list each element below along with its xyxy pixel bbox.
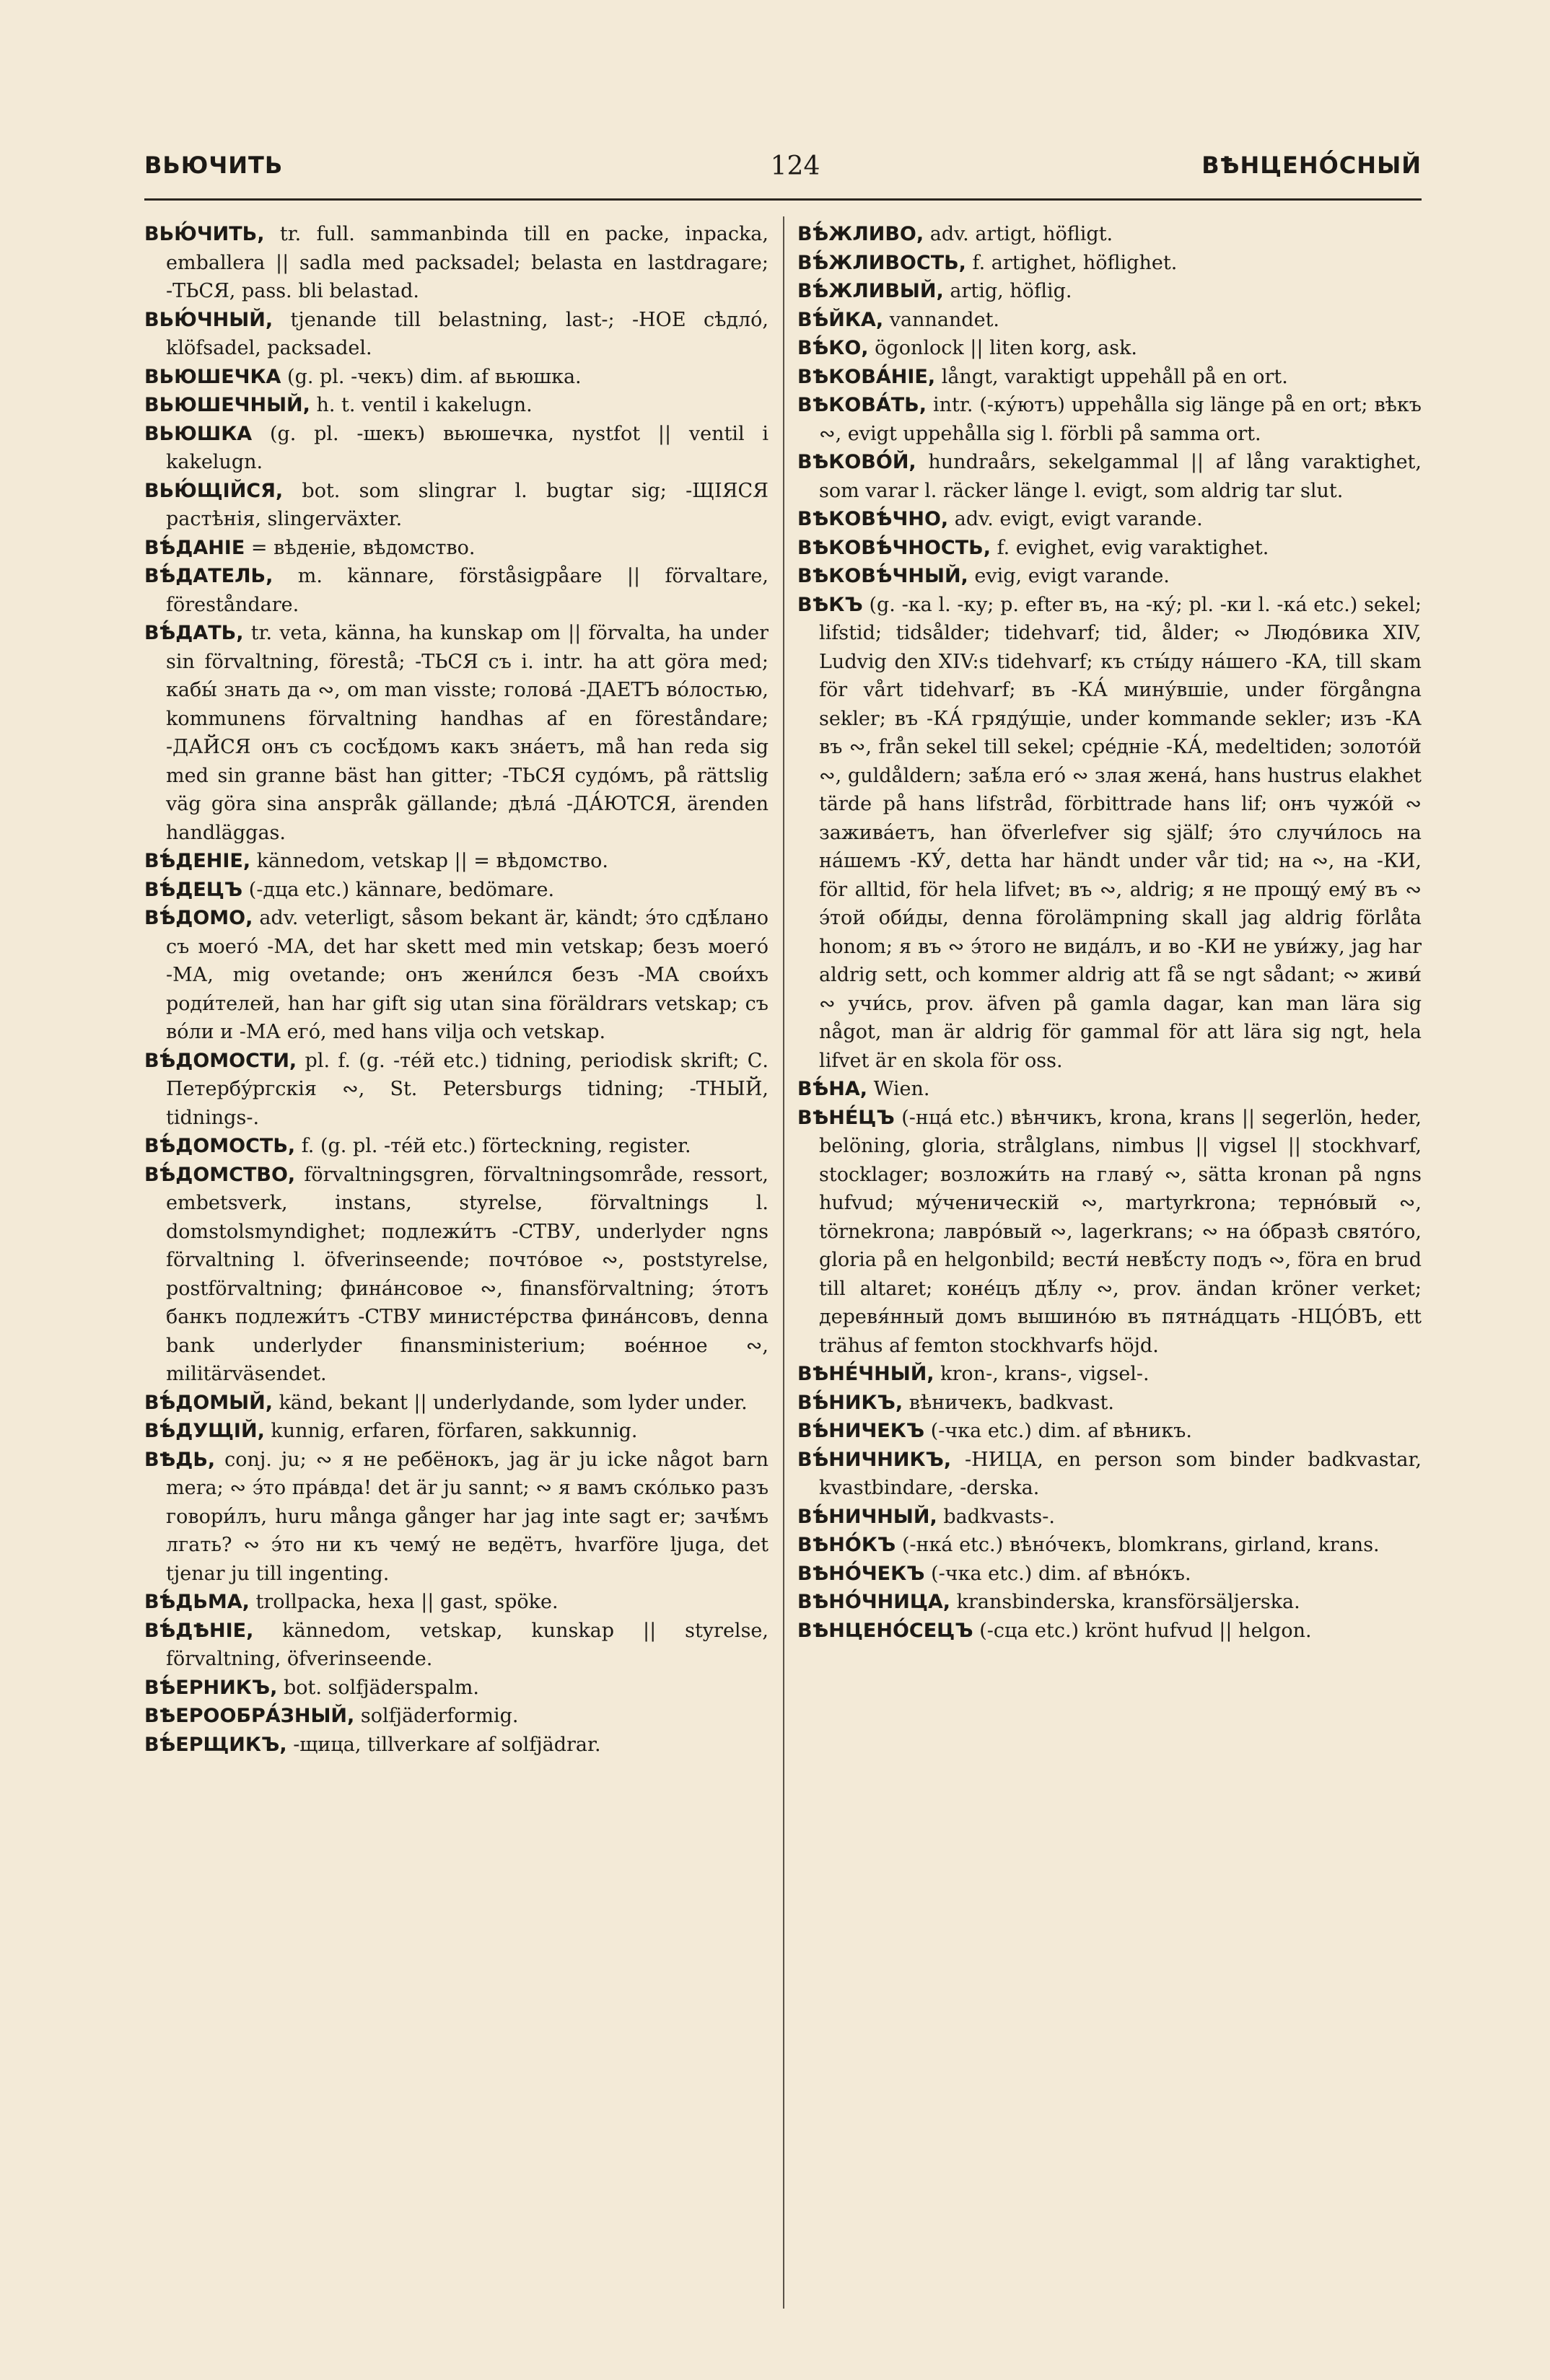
- dictionary-entry: [797, 306, 1422, 335]
- definition: tr. full. sammanbinda till en packe, inpacka, emballera || sadla med packsadel; belasta en lastdragare; -ТЬСЯ, pass. bli belastad.: [166, 223, 769, 302]
- dictionary-entry: [797, 1075, 1422, 1104]
- dictionary-entry: [144, 904, 769, 1047]
- dictionary-entry: [797, 363, 1422, 392]
- dictionary-entry: [797, 1531, 1422, 1560]
- dictionary-entry: [144, 391, 769, 420]
- headword: ВѢ́ЙКА,: [797, 308, 884, 331]
- definition: solfjäderformig.: [360, 1705, 519, 1727]
- dictionary-entry: [144, 847, 769, 876]
- headword: ВѢ́НИЧНИКЪ,: [797, 1448, 952, 1471]
- dictionary-entry: [797, 334, 1422, 363]
- headword: ВѢ́НИЧЕКЪ: [797, 1420, 925, 1442]
- definition: (-чка etc.) dim. af вѣно́къ.: [931, 1562, 1191, 1585]
- dictionary-entry: [144, 1389, 769, 1418]
- definition: conj. ju; ∾ я не ребёнокъ, jag är ju icke något barn mera; ∾ э́то пра́вда! det är ju sannt; ∾ я вамъ ско́лько разъ говори́лъ, huru många gånger har jag inte sagt er; зачѣ́мъ лгать? ∾ э́то ни къ чему́ не ведётъ, hvarföre ljuga, det tjenar ju till ingenting.: [166, 1448, 769, 1585]
- definition: (-сца etc.) krönt hufvud || helgon.: [979, 1619, 1312, 1642]
- headword: ВѢ́ДАТЬ,: [144, 622, 244, 644]
- definition: kransbinderska, kransförsäljerska.: [956, 1591, 1300, 1613]
- headword: ВѢ́ДАНІЕ: [144, 536, 245, 559]
- headword: ВѢ́ДОМОСТИ,: [144, 1049, 297, 1072]
- headword: ВѢ́ДОМО,: [144, 907, 253, 929]
- definition: intr. (-ку́ютъ) uppehålla sig länge på en ort; вѣкъ ∾, evigt uppehålla sig l. förbli på samma ort.: [819, 394, 1422, 445]
- dictionary-entry: [144, 220, 769, 306]
- dictionary-entry: [797, 591, 1422, 1076]
- headword: ВѢ́ЖЛИВОСТЬ,: [797, 251, 966, 274]
- dictionary-entry: [797, 1417, 1422, 1446]
- definition: tr. veta, känna, ha kunskap om || förvalta, ha under sin förvaltning, förestå; -ТЬСЯ съ i. intr. ha att göra med; кабы́ знать да ∾, om man visste; голова́ -ДАЕТЪ во́лостью, kommunens förvaltning handhas af en föreståndare; -ДАЙСЯ онъ съ сосѣ́домъ какъ зна́етъ, må han reda sig med sin granne bäst han gitter; -ТЬСЯ судо́мъ, på rättslig väg göra sina anspråk gällande; дѣла́ -ДА́ЮТСЯ, ärenden handläggas.: [166, 622, 769, 844]
- running-head-right: ВѢНЦЕНО́СНЫЙ: [1201, 152, 1422, 179]
- definition: adv. evigt, evigt varande.: [954, 508, 1203, 530]
- dictionary-entry: [797, 1360, 1422, 1389]
- definition: -щица, tillverkare af solfjädrar.: [293, 1733, 601, 1756]
- definition: evig, evigt varande.: [974, 565, 1170, 587]
- definition: adv. veterligt, såsom bekant är, kändt; э́то сдѣ́лано съ моего́ -МА, det har skett med min vetskap; безъ моего́ -МА, mig ovetande; онъ жени́лся безъ -МА свои́хъ роди́телей, han har gift sig utan sina föräldrars vetskap; съ во́ли и -МА его́, med hans vilja och vetskap.: [166, 907, 769, 1043]
- definition: bot. solfjäderspalm.: [283, 1676, 479, 1699]
- headword: ВѢЕРООБРА́ЗНЫЙ,: [144, 1705, 355, 1727]
- headword: ВѢ́ДѢНІЕ,: [144, 1619, 254, 1642]
- dictionary-entry: [144, 363, 769, 392]
- definition: (-нца́ etc.) вѣнчикъ, krona, krans || segerlön, heder, belöning, gloria, strålglans, nimbus || vigsel || stockhvarf, stocklager; возложи́ть на главу́ ∾, sätta kronan på ngns hufvud; му́ченическій ∾, martyrkrona; терно́вый ∾, törnekrona; лавро́вый ∾, lagerkrans; ∾ на о́бразѣ свято́го, gloria på en helgonbild; вести́ невѣ́сту подъ ∾, föra en brud till altaret; коне́цъ дѣ́лу ∾, prov. ändan kröner verket; деревя́нный домъ вышино́ю въ пятна́дцать -НЦО́ВЪ, ett trähus af femton stockhvarfs höjd.: [819, 1106, 1422, 1357]
- dictionary-entry: [797, 1389, 1422, 1418]
- definition: kännedom, vetskap, kunskap || styrelse, förvaltning, öfverinseende.: [166, 1619, 769, 1670]
- dictionary-entry: [797, 391, 1422, 448]
- headword: ВЬЮ́ЧНЫЙ,: [144, 308, 273, 331]
- dictionary-entry: [144, 619, 769, 847]
- headword: ВѢКОВА́НІЕ,: [797, 365, 936, 388]
- headword: ВѢКОВѢ́ЧНЫЙ,: [797, 565, 968, 587]
- headword: ВЬЮ́ЩІЙСЯ,: [144, 479, 284, 502]
- definition: f. evighet, evig varaktighet.: [997, 536, 1269, 559]
- headword: ВѢ́ДОМЫЙ,: [144, 1391, 273, 1414]
- definition: kunnig, erfaren, förfaren, sakkunnig.: [271, 1420, 638, 1442]
- dictionary-entry: [144, 1132, 769, 1161]
- definition: вѣничекъ, badkvast.: [908, 1391, 1114, 1414]
- definition: (-чка etc.) dim. af вѣникъ.: [930, 1420, 1192, 1442]
- headword: ВѢ́КО,: [797, 337, 869, 359]
- definition: (-дца etc.) kännare, bedömare.: [248, 878, 555, 901]
- headword: ВѢКОВѢ́ЧНОСТЬ,: [797, 536, 991, 559]
- dictionary-entry: [797, 534, 1422, 563]
- dictionary-entry: [144, 1161, 769, 1389]
- headword: ВѢ́ДАТЕЛЬ,: [144, 565, 273, 587]
- dictionary-entry: [144, 1731, 769, 1760]
- headword: ВѢКОВО́Й,: [797, 451, 916, 473]
- headword: ВѢКЪ: [797, 593, 863, 616]
- dictionary-entry: [797, 277, 1422, 306]
- definition: trollpacka, hexa || gast, spöke.: [255, 1591, 559, 1613]
- headword: ВѢ́ЕРНИКЪ,: [144, 1676, 278, 1699]
- definition: f. artighet, höflighet.: [972, 251, 1178, 274]
- headword: ВѢ́ДОМОСТЬ,: [144, 1135, 296, 1157]
- headword: ВѢНО́ЧНИЦА,: [797, 1591, 951, 1613]
- dictionary-entry: [797, 1446, 1422, 1503]
- headword: ВѢКОВА́ТЬ,: [797, 394, 927, 416]
- headword: ВѢКОВѢ́ЧНО,: [797, 508, 949, 530]
- headword: ВѢ́НИЧНЫЙ,: [797, 1505, 937, 1528]
- definition: pl. f. (g. -те́й etc.) tidning, periodisk skrift; С. Петербу́ргскія ∾, St. Petersburgs tidning; -ТНЫЙ, tidnings-.: [166, 1049, 769, 1129]
- headword: ВЬЮ́ЧИТЬ,: [144, 223, 265, 245]
- definition: = вѣденіе, вѣдомство.: [250, 536, 476, 559]
- dictionary-entry: [797, 562, 1422, 591]
- headword: ВѢ́НА,: [797, 1078, 868, 1100]
- dictionary-entry: [144, 306, 769, 363]
- dictionary-entry: [797, 220, 1422, 249]
- definition: h. t. ventil i kakelugn.: [316, 394, 533, 416]
- headword: ВѢ́НИКЪ,: [797, 1391, 903, 1414]
- definition: (g. pl. -чекъ) dim. af вьюшка.: [287, 365, 582, 388]
- definition: tjenande till belastning, last-; -НОЕ сѣдло́, klöfsadel, packsadel.: [166, 308, 769, 359]
- definition: kron-, krans-, vigsel-.: [940, 1363, 1150, 1385]
- dictionary-entry: [797, 249, 1422, 278]
- definition: adv. artigt, höfligt.: [929, 223, 1113, 245]
- definition: -НИЦА, en person som binder badkvastar, kvastbindare, -derska.: [819, 1448, 1422, 1499]
- page-number: 124: [770, 152, 820, 181]
- headword: ВЬЮШЕЧНЫЙ,: [144, 394, 310, 416]
- dictionary-entry: [797, 1104, 1422, 1361]
- headword: ВѢ́ДУЩІЙ,: [144, 1420, 265, 1442]
- running-head-left: ВЬЮЧИТЬ: [144, 152, 284, 179]
- definition: badkvasts-.: [943, 1505, 1055, 1528]
- headword: ВѢ́ЕРЩИКЪ,: [144, 1733, 287, 1756]
- dictionary-entry: [144, 1047, 769, 1133]
- headword: ВѢНЦЕНО́СЕЦЪ: [797, 1619, 973, 1642]
- dictionary-entry: [144, 1617, 769, 1674]
- dictionary-entry: [144, 1446, 769, 1589]
- definition: (-нка́ etc.) вѣно́чекъ, blomkrans, girland, krans.: [901, 1534, 1380, 1556]
- definition: förvaltningsgren, förvaltningsområde, ressort, embetsverk, instans, styrelse, förvaltnings l. domstolsmyndighet; подлежи́тъ -СТВУ, underlyder ngns förvaltning l. öfverinseende; почто́вое ∾, poststyrelse, postförvaltning; фина́нсовое ∾, finansförvaltning; э́тотъ банкъ подлежи́тъ -СТВУ министе́рства фина́нсовъ, denna bank underlyder finansministerium; вое́нное ∾, militärväsendet.: [166, 1163, 769, 1385]
- dictionary-entry: [144, 534, 769, 563]
- dictionary-entry: [144, 876, 769, 905]
- definition: känd, bekant || underlydande, som lyder under.: [279, 1391, 748, 1414]
- definition: m. kännare, förståsigpåare || förvaltare, föreståndare.: [166, 565, 769, 616]
- headword: ВѢНО́КЪ: [797, 1534, 896, 1556]
- dictionary-entry: [144, 1674, 769, 1703]
- definition: Wien.: [873, 1078, 930, 1100]
- dictionary-entry: [797, 1560, 1422, 1589]
- definition: kännedom, vetskap || = вѣдомство.: [256, 850, 608, 872]
- headword: ВѢ́ДОМСТВО,: [144, 1163, 296, 1186]
- definition: (g. pl. -шекъ) вьюшечка, nystfot || ventil i kakelugn.: [166, 422, 769, 473]
- headword: ВѢНЕ́ЦЪ: [797, 1106, 895, 1129]
- dictionary-entry: [144, 420, 769, 477]
- dictionary-entry: [797, 1588, 1422, 1617]
- headword: ВѢНЕ́ЧНЫЙ,: [797, 1363, 934, 1385]
- definition: hundraårs, sekelgammal || af lång varaktighet, som varar l. räcker länge l. evigt, som aldrig tar slut.: [819, 451, 1422, 502]
- headword: ВѢ́ДЕНІЕ,: [144, 850, 251, 872]
- dictionary-entry: [797, 1617, 1422, 1646]
- definition: f. (g. pl. -те́й etc.) förteckning, register.: [301, 1135, 691, 1157]
- definition: bot. som slingrar l. bugtar sig; -ЩІЯСЯ растѣнія, slingerväxter.: [166, 479, 769, 530]
- headword: ВѢ́ДЕЦЪ: [144, 878, 243, 901]
- headword: ВЬЮШКА: [144, 422, 253, 445]
- dictionary-entry: [144, 1702, 769, 1731]
- dictionary-entry: [144, 1417, 769, 1446]
- headword: ВѢ́ДЬМА,: [144, 1591, 250, 1613]
- definition: vannandet.: [889, 308, 999, 331]
- dictionary-entry: [797, 1503, 1422, 1532]
- dictionary-entry: [144, 1588, 769, 1617]
- definition: (g. -ка l. -ку; p. efter въ, на -ку́; pl. -ки l. -ка́ etc.) sekel; lifstid; tidsålder; tidehvarf; tid, ålder; ∾ Людо́вика XIV, Ludvig den XIV:s tidehvarf; къ сты́ду на́шего -КА, till skam för vårt tidehvarf; въ -КА́ мину́вшіе, under förgångna sekler; въ -КА́ гряду́щіе, under kommande sekler; изъ -КА въ ∾, från sekel till sekel; сре́дніе -КА́, medeltiden; золото́й ∾, guldåldern; заѣ́ла его́ ∾ злая жена́, hans hustrus elakhet tärde på hans lifstråd, förbittrade hans lif; онъ чужо́й ∾ зажива́етъ, han öfverlefver sig själf; э́то случи́лось на на́шемъ -КУ́, detta har händt under vår tid; на ∾, на -КИ, för alltid, för hela lifvet; въ ∾, aldrig; я не прощу́ ему́ въ ∾ э́той оби́ды, denna förolämpning skall jag aldrig förlåta honom; я въ ∾ э́того не вида́лъ, и во -КИ не уви́жу, jag har aldrig sett, och kommer aldrig att få se ngt sådant; ∾ живи́ ∾ учи́сь, prov. äfven på gamla dagar, kan man lära sig något, man är aldrig för gammal för att lära sig ngt, hela lifvet är en skola för oss.: [819, 593, 1422, 1072]
- dictionary-entry: [797, 448, 1422, 505]
- headword: ВѢ́ЖЛИВЫЙ,: [797, 280, 944, 302]
- left-column: [144, 220, 769, 2312]
- definition: artig, höflig.: [950, 280, 1072, 302]
- column-divider: [783, 216, 784, 2309]
- definition: ögonlock || liten korg, ask.: [875, 337, 1138, 359]
- definition: långt, varaktigt uppehåll på en ort.: [941, 365, 1288, 388]
- headword: ВѢНО́ЧЕКЪ: [797, 1562, 925, 1585]
- dictionary-entry: [144, 562, 769, 619]
- dictionary-entry: [144, 477, 769, 534]
- header-rule: [144, 198, 1422, 201]
- right-column: [797, 220, 1422, 2312]
- headword: ВЬЮШЕЧКА: [144, 365, 281, 388]
- headword: ВѢДЬ,: [144, 1448, 216, 1471]
- dictionary-entry: [797, 505, 1422, 534]
- headword: ВѢ́ЖЛИВО,: [797, 223, 924, 245]
